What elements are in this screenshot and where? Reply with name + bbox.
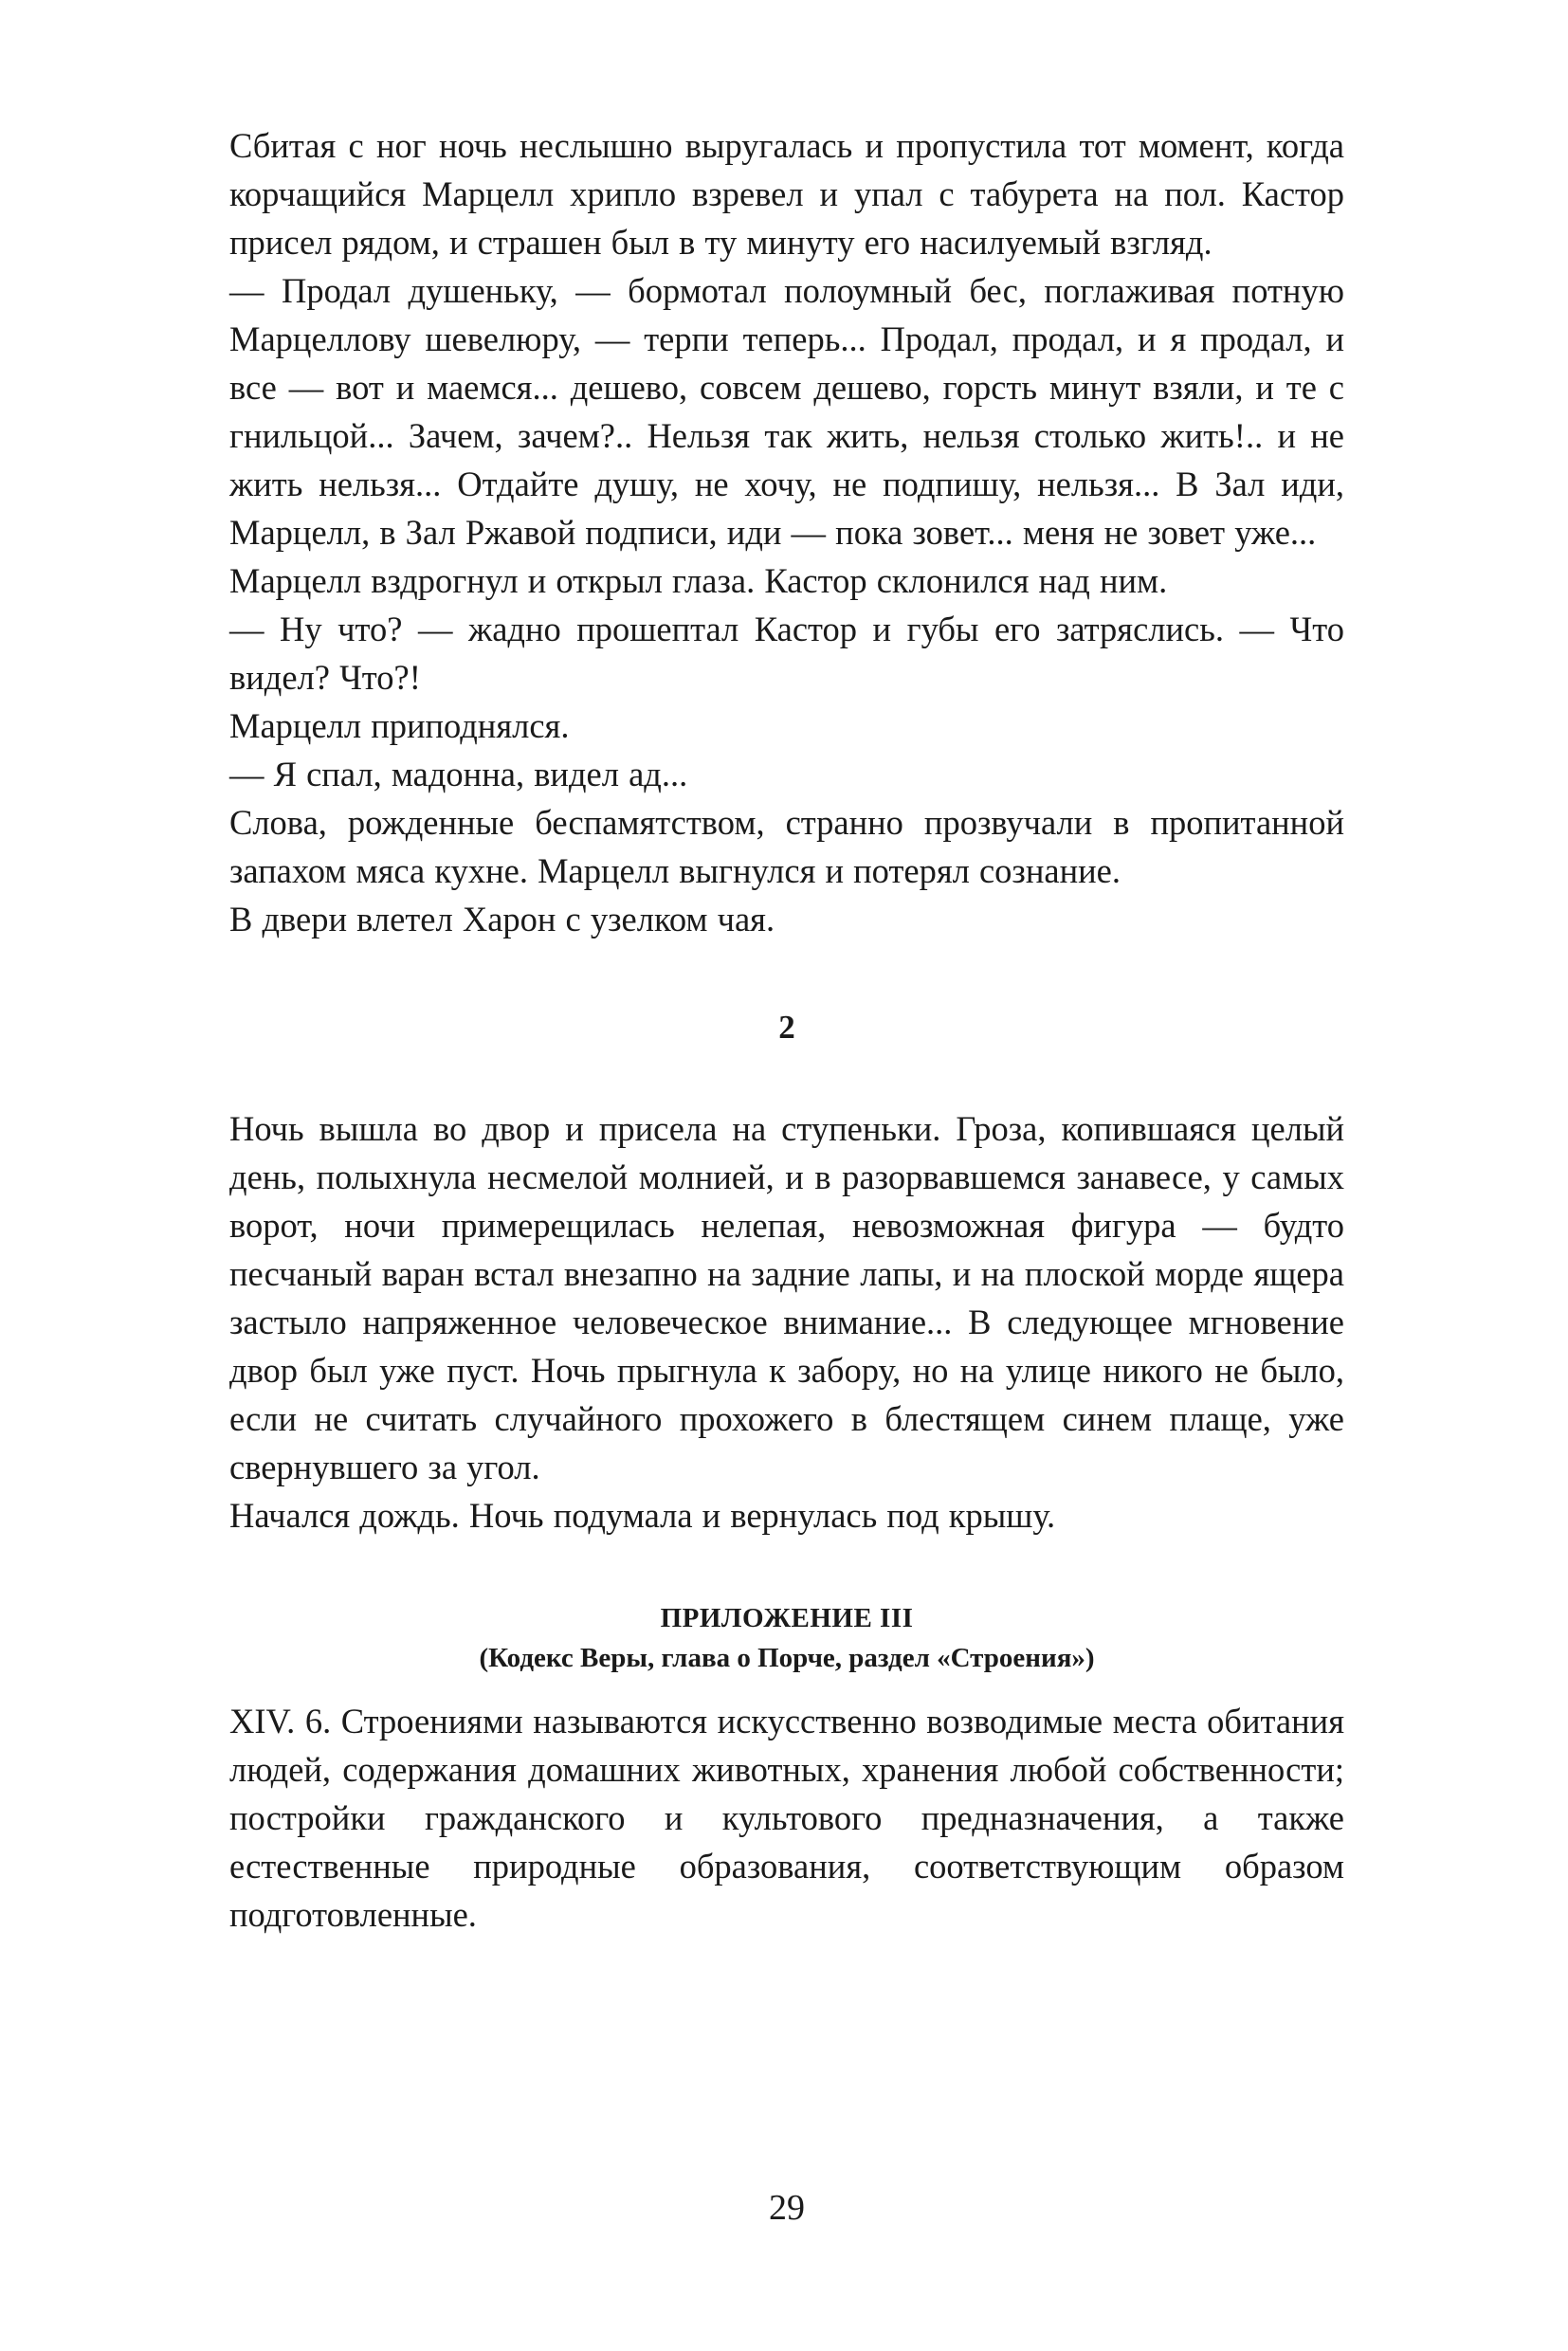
paragraph: Начался дождь. Ночь подумала и вернулась под крышу. [229, 1496, 1056, 1535]
appendix-paragraph: XIV. 6. Строениями называются искусственно возводимые места обитания людей, содержания домашних животных, хранения любой собственности; постройки гражданского и культового предназначения, а также естественные природные образования, соответствующим образом подготовленные. [229, 1702, 1344, 1934]
appendix-title: ПРИЛОЖЕНИЕ III [660, 1603, 914, 1633]
paragraph: В двери влетел Харон с узелком чая. [229, 900, 775, 939]
section-number: 2 [778, 1009, 795, 1046]
book-page [229, 121, 1344, 2340]
page-number: 29 [769, 2188, 805, 2228]
paragraph: — Я спал, мадонна, видел ад... [229, 755, 688, 793]
paragraph: Сбитая с ног ночь неслышно выругалась и пропустила тот момент, когда корчащийся Марцелл хрипло взревел и упал с табурета на пол. Кастор присел рядом, и страшен был в ту минуту его насилуемый взгляд. [229, 126, 1344, 262]
paragraph: Марцелл вздрогнул и открыл глаза. Кастор склонился над ним. [229, 561, 1168, 600]
paragraph: — Ну что? — жадно прошептал Кастор и губы его затряслись. — Что видел? Что?! [229, 610, 1344, 697]
paragraph: Ночь вышла во двор и присела на ступеньки. Гроза, копившаяся целый день, полыхнула несмелой молнией, и в разорвавшемся занавесе, у самых ворот, ночи примерещилась нелепая, невозможная фигура — будто песчаный варан встал внезапно на задние лапы, и на плоской морде ящера застыло напряженное человеческое внимание... В следующее мгновение двор был уже пуст. Ночь прыгнула к забору, но на улице никого не было, если не считать случайного прохожего в блестящем синем плаще, уже свернувшего за угол. [229, 1109, 1344, 1486]
paragraph: — Продал душеньку, — бормотал полоумный бес, поглаживая потную Марцеллову шевелюру, — терпи теперь... Продал, продал, и я продал, и все — вот и маемся... дешево, совсем дешево, горсть минут взяли, и те с гнильцой... Зачем, зачем?.. Нельзя так жить, нельзя столько жить!.. и не жить нельзя... Отдайте душу, не хочу, не подпишу, нельзя... В Зал иди, Марцелл, в Зал Ржавой подписи, иди — пока зовет... меня не зовет уже... [229, 271, 1344, 552]
paragraph: Слова, рожденные беспамятством, странно прозвучали в пропитанной запахом мяса кухне. Марцелл выгнулся и потерял сознание. [229, 803, 1344, 890]
chapter-text-part-2 [229, 1104, 1344, 1540]
chapter-text-part-1 [229, 121, 1344, 943]
paragraph: Марцелл приподнялся. [229, 706, 570, 745]
appendix-subtitle: (Кодекс Веры, глава о Порче, раздел «Строения») [479, 1643, 1095, 1673]
